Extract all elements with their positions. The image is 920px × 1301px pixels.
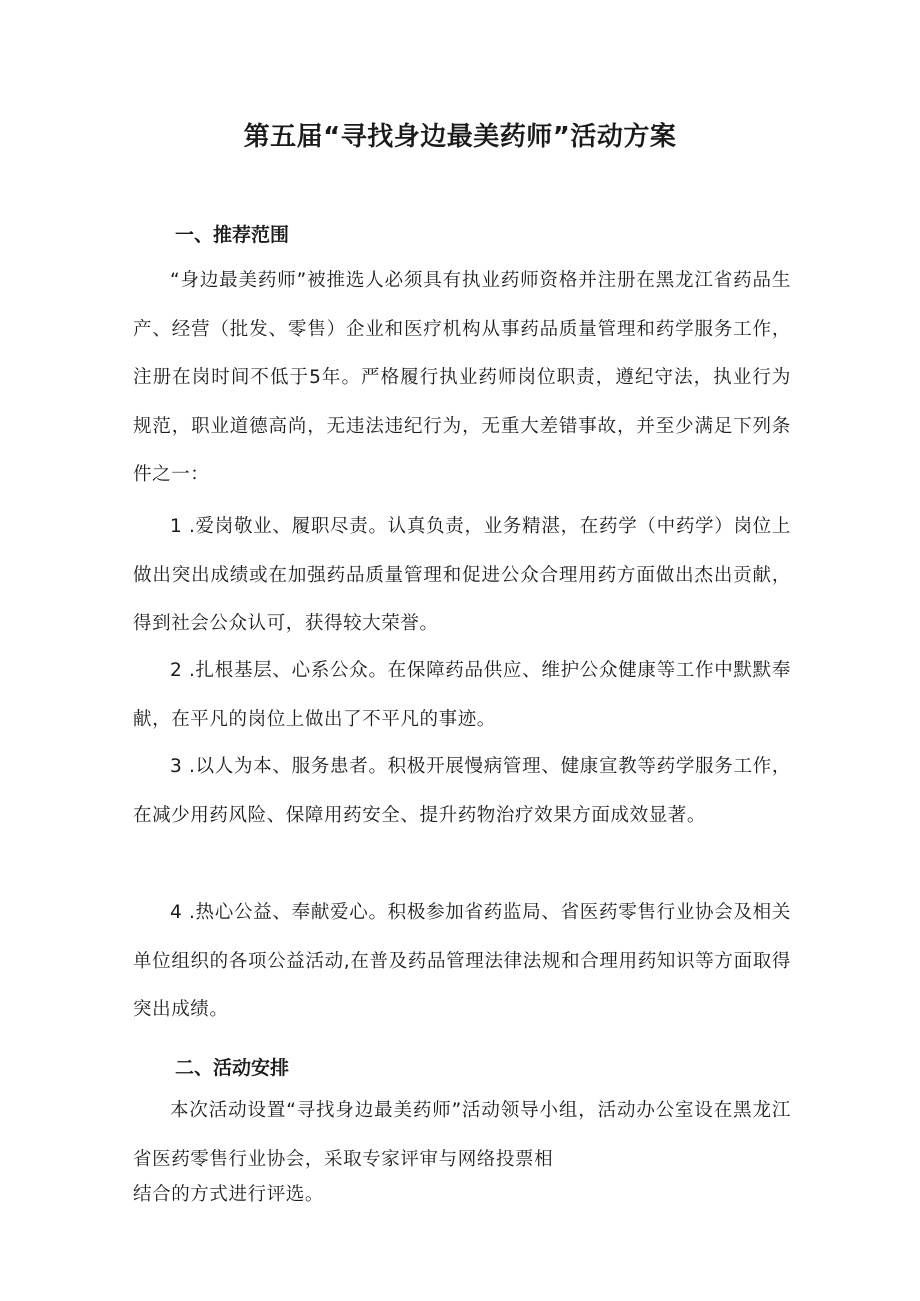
paragraph-condition-2: 2 .扎根基层、心系公众。在保障药品供应、维护公众健康等工作中默默奉献，在平凡的岗位上做出了不平凡的事迹。 bbox=[133, 660, 791, 730]
section-heading-activity-arrangement: 二、活动安排 bbox=[175, 1057, 290, 1079]
paragraph-condition-1: 1 .爱岗敬业、履职尽责。认真负责，业务精湛，在药学（中药学）岗位上做出突出成绩或在加强药品质量管理和促进公众合理用药方面做出杰出贡献，得到社会公众认可，获得较大荣誉。 bbox=[133, 516, 791, 634]
section-heading-recommendation-scope: 一、推荐范围 bbox=[175, 224, 290, 246]
paragraph-arrangement: 本次活动设置“寻找身边最美药师”活动领导小组，活动办公室设在黑龙江省医药零售行业协会，采取专家评审与网络投票相 bbox=[133, 1100, 791, 1170]
paragraph-condition-3: 3 .以人为本、服务患者。积极开展慢病管理、健康宣教等药学服务工作，在减少用药风险、保障用药安全、提升药物治疗效果方面成效显著。 bbox=[133, 756, 791, 826]
paragraph-condition-4: 4 .热心公益、奉献爱心。积极参加省药监局、省医药零售行业协会及相关单位组织的各项公益活动,在普及药品管理法律法规和合理用药知识等方面取得突出成绩。 bbox=[133, 902, 791, 1020]
paragraph-arrangement-continuation: 结合的方式进行评选。 bbox=[133, 1184, 325, 1205]
paragraph-eligibility: “身边最美药师”被推选人必须具有执业药师资格并注册在黑龙江省药品生产、经营（批发、零售）企业和医疗机构从事药品质量管理和药学服务工作，注册在岗时间不低于5年。严格履行执业药师岗位职责，遵纪守法，执业行为规范，职业道德高尚，无违法违纪行为，无重大差错事故，并至少满足下列条件之一： bbox=[133, 270, 791, 485]
document-title: 第五届“寻找身边最美药师”活动方案 bbox=[243, 122, 677, 152]
